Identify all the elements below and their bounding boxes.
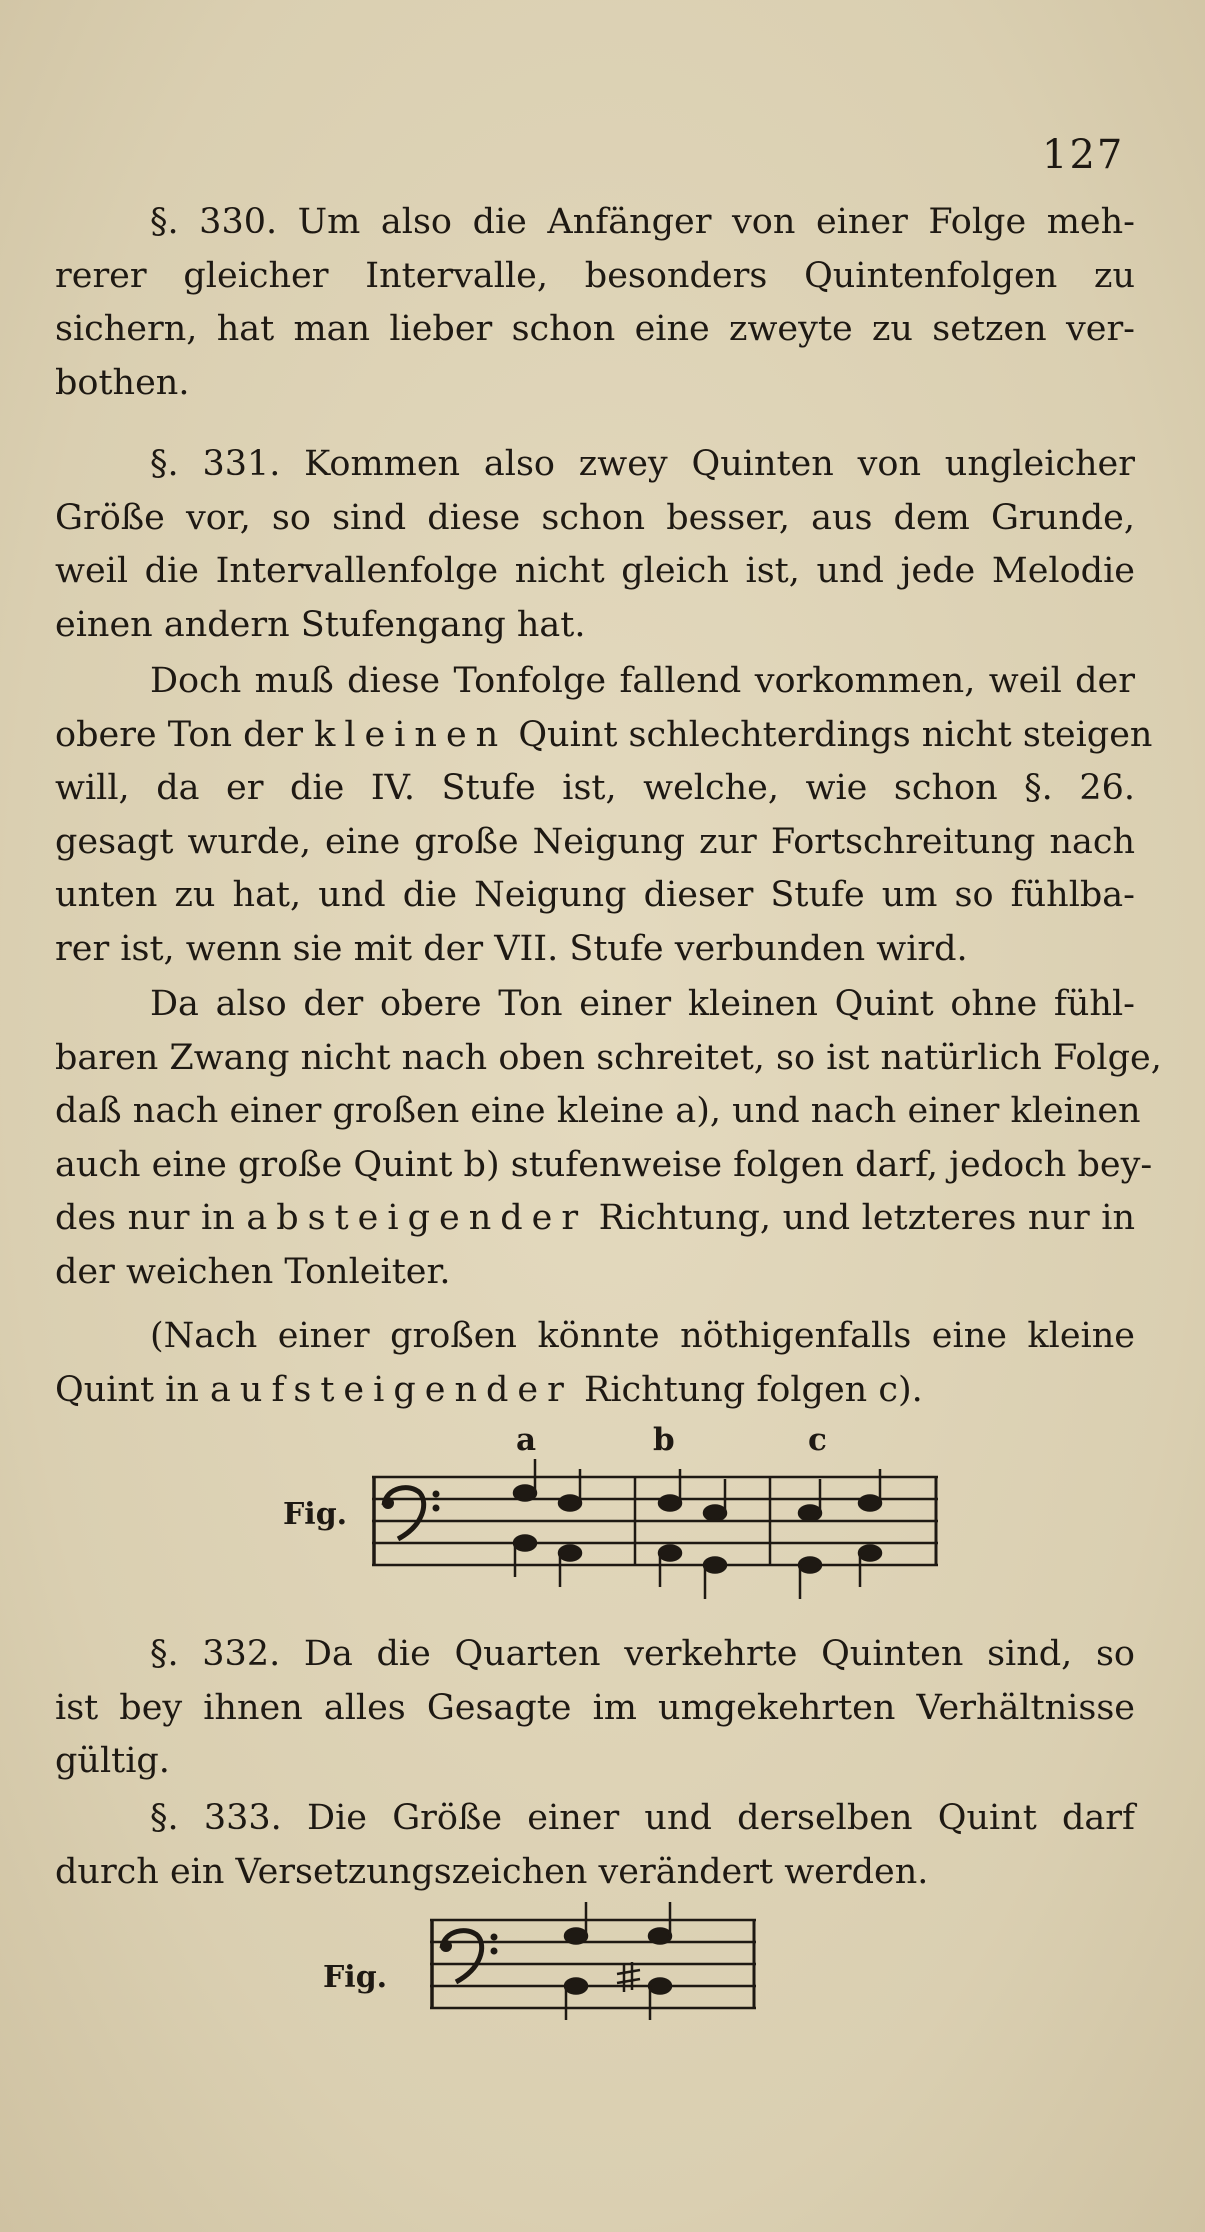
spaced-word: absteigender	[246, 1198, 588, 1238]
text-line: Da also der obere Ton einer kleinen Quint ohne fühl-	[150, 984, 1135, 1024]
text-line: rerer gleicher Intervalle, besonders Quintenfolgen zu	[55, 255, 1135, 296]
section-333	[55, 1792, 1135, 1899]
text-line: baren Zwang nicht nach oben schreitet, so ist natürlich Folge,	[55, 1037, 1162, 1078]
text-line: will, da er die IV. Stufe ist, welche, wie schon §. 26.	[55, 768, 1135, 808]
text-line: weil die Intervallenfolge nicht gleich ist, und jede Melodie	[55, 551, 1135, 591]
text-line: daß nach einer großen eine kleine a), und nach einer kleinen	[55, 1091, 1141, 1131]
text-line: (Nach einer großen könnte nöthigenfalls eine kleine	[150, 1316, 1135, 1356]
figure-letter-b: b	[653, 1422, 675, 1458]
figure-label: Fig.	[283, 1497, 348, 1532]
notes-group	[514, 1459, 881, 1599]
text-line: Größe vor, so sind diese schon besser, aus dem Grunde,	[55, 497, 1135, 538]
text-line: Doch muß diese Tonfolge fallend vorkommen, weil der	[150, 661, 1135, 701]
text-line: auch eine große Quint b) stufenweise folgen darf, jedoch bey-	[55, 1144, 1153, 1185]
text-line: obere Ton der kleinen Quint schlechterdings nicht steigen	[55, 714, 1153, 755]
paragraph-nach	[55, 1310, 1135, 1417]
spaced-word: aufsteigender	[210, 1369, 573, 1410]
text-line: des nur in absteigender Richtung, und letzteres nur in	[55, 1198, 1135, 1238]
spaced-word: kleinen	[314, 714, 508, 755]
figure-letter-c: c	[808, 1422, 827, 1458]
text-line: gesagt wurde, eine große Neigung zur Fortschreitung nach	[55, 821, 1135, 862]
section-331	[55, 438, 1135, 652]
text-line: unten zu hat, und die Neigung dieser Stufe um so fühlba-	[55, 875, 1135, 915]
text-line: einen andern Stufengang hat.	[55, 604, 586, 645]
text-line: durch ein Versetzungszeichen verändert werden.	[55, 1851, 929, 1892]
section-330	[55, 196, 1135, 410]
paragraph-da	[55, 978, 1162, 1299]
music-figure-2	[428, 1908, 758, 2048]
paragraph-doch	[55, 655, 1153, 976]
text-line: ist bey ihnen alles Gesagte im umgekehrten Verhältnisse	[55, 1687, 1135, 1728]
figure-label: Fig.	[323, 1960, 388, 1995]
page-number: 127	[1042, 132, 1125, 178]
text-line: der weichen Tonleiter.	[55, 1251, 451, 1292]
text-line: bothen.	[55, 362, 190, 403]
text-line: §. 331. Kommen also zwey Quinten von ungleicher	[150, 444, 1135, 484]
text-line: sichern, hat man lieber schon eine zweyte zu setzen ver-	[55, 309, 1135, 349]
text-line: Quint in aufsteigender Richtung folgen c).	[55, 1369, 923, 1410]
music-figure-1	[370, 1465, 940, 1605]
text-line: §. 330. Um also die Anfänger von einer Folge meh-	[150, 202, 1135, 242]
text-line: §. 333. Die Größe einer und derselben Quint darf	[150, 1798, 1135, 1838]
text-line: gültig.	[55, 1741, 170, 1781]
figure-letter-a: a	[516, 1422, 537, 1458]
text-line: rer ist, wenn sie mit der VII. Stufe verbunden wird.	[55, 928, 968, 969]
text-line: §. 332. Da die Quarten verkehrte Quinten sind, so	[150, 1634, 1135, 1674]
section-332	[55, 1628, 1135, 1789]
